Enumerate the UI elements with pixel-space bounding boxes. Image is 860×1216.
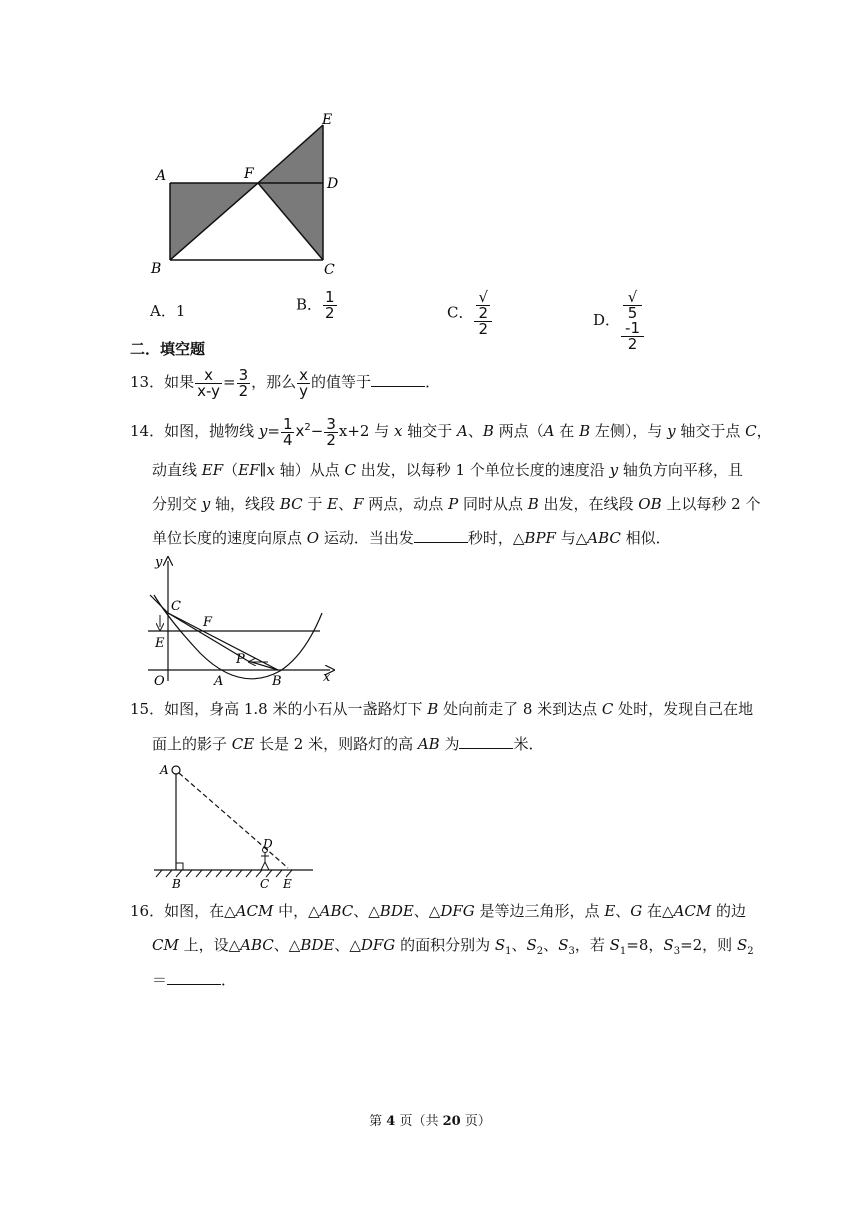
label-F: F xyxy=(244,166,254,182)
question-15-line-1: 15．如图，身高 1.8 米的小石从一盏路灯下 B 处向前走了 8 米到达点 C 处时，发现自己在地 xyxy=(130,700,754,718)
label-P: P xyxy=(236,652,245,667)
figure-q15 xyxy=(148,760,318,892)
question-16-line-1: 16．如图，在△ACM 中，△ABC、△BDE、△DFG 是等边三角形，点 E、G 在△ACM 的边 xyxy=(130,902,747,920)
question-16-line-2: CM 上，设△ABC、△BDE、△DFG 的面积分别为 $S_1$、$S_2$、$S_3$，若 $S_1=8$，$S_3=2$，则 $S_2$ xyxy=(152,936,754,957)
shaded-triangle-right xyxy=(258,125,323,260)
question-14-line-3: 分别交 y 轴，线段 BC 于 E、F 两点，动点 P 同时从点 B 出发，在线段 OB 上以每秒 2 个 xyxy=(152,495,761,513)
section-title: 二．填空题 xyxy=(130,340,206,358)
answer-blank-16[interactable] xyxy=(167,970,221,985)
label-C: C xyxy=(324,262,335,278)
question-15-line-2: 面上的影子 CE 长是 2 米，则路灯的高 AB 为 米． xyxy=(152,735,544,753)
label-C: C xyxy=(171,599,181,614)
question-14-line-2: 动直线 EF（EF∥x 轴）从点 C 出发，以每秒 1 个单位长度的速度沿 y 轴负方向平移，且 xyxy=(152,461,743,479)
page-footer: 第 4 页（共 20 页） xyxy=(369,1114,491,1129)
label-D: D xyxy=(327,176,339,192)
label-D: D xyxy=(263,837,273,851)
label-E: E xyxy=(155,636,165,651)
option-d[interactable]: D． √ 5 -1 2 xyxy=(593,290,645,352)
label-x: x xyxy=(323,670,331,685)
figure-q14 xyxy=(140,553,340,688)
label-E: E xyxy=(322,112,333,128)
label-C: C xyxy=(260,877,270,891)
question-14-line-1: 14．如图，抛物线 y= $\frac{1}{4}$ $x^2-$ $\frac{3}{2}$ x+2 与 x 轴交于 A、B 两点（A 在 B 左侧），与 y 轴交于点 C， xyxy=(130,414,772,449)
label-A: A xyxy=(160,763,169,777)
option-b[interactable]: B． $\frac{1}{2}$ xyxy=(296,288,335,322)
question-13: 13．如果 $\frac{x}{x-y}$ = $\frac{3}{2}$ ，那么 $\frac{x}{y}$ 的值等于 ． xyxy=(130,365,441,400)
figure-q12 xyxy=(140,108,350,280)
label-A: A xyxy=(214,674,224,688)
label-B: B xyxy=(172,877,181,891)
question-14-line-4: 单位长度的速度向原点 O 运动．当出发 秒时，△BPF 与△ABC 相似． xyxy=(152,529,671,547)
label-B: B xyxy=(151,261,162,277)
label-B: B xyxy=(272,674,282,688)
answer-blank-14[interactable] xyxy=(414,528,468,543)
label-O: O xyxy=(154,674,165,688)
option-c[interactable]: C． √ 2 2 xyxy=(447,290,493,337)
label-E: E xyxy=(283,877,292,891)
question-16-line-3: ＝ ． xyxy=(152,971,237,989)
label-A: A xyxy=(156,168,167,184)
label-F: F xyxy=(203,615,213,630)
label-y: y xyxy=(155,555,163,570)
answer-blank-15[interactable] xyxy=(459,734,513,749)
option-a[interactable]: A．1 xyxy=(150,302,186,320)
answer-blank-13[interactable] xyxy=(371,372,425,387)
